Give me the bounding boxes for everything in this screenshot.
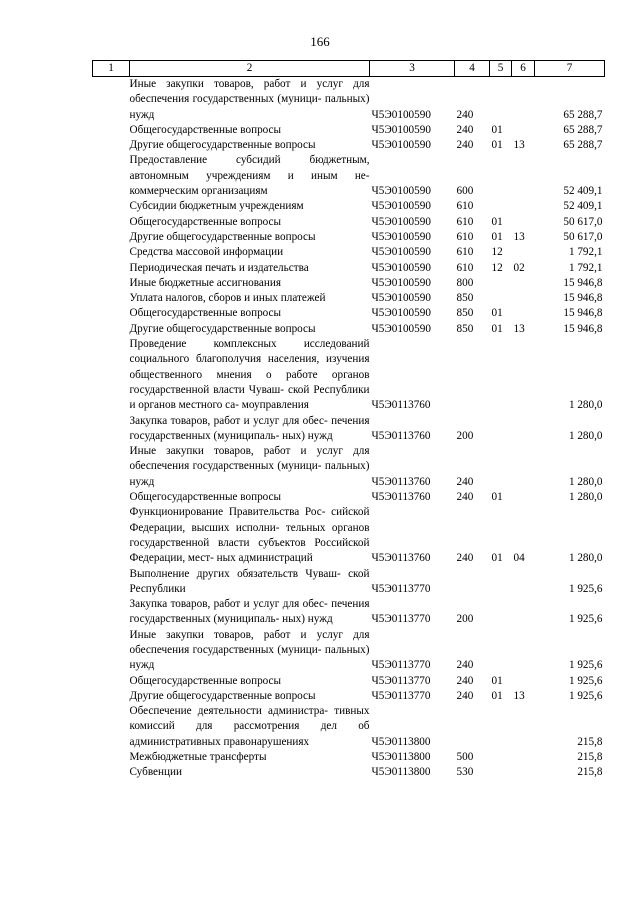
- row-sum: 15 946,8: [563, 276, 603, 289]
- table-row: [93, 138, 605, 153]
- table-row: [93, 245, 605, 260]
- table-row: [93, 306, 605, 321]
- row-code: Ч5Э0113770: [371, 582, 431, 595]
- first-cell: [93, 444, 130, 490]
- header-cell: 2: [130, 61, 370, 77]
- row-vr: 200: [456, 613, 474, 626]
- row-code: Ч5Э0113770: [371, 613, 431, 626]
- row-vr: 610: [456, 215, 474, 228]
- first-cell: [93, 765, 130, 780]
- row-sum: 52 409,1: [563, 200, 603, 213]
- first-cell: [93, 505, 130, 566]
- row-sum: 15 946,8: [563, 307, 603, 320]
- table-row: [93, 628, 605, 674]
- row-name: Уплата налогов, сборов и иных платежей: [129, 292, 326, 305]
- row-name: Выполнение других обязательств Чуваш- ской Республики: [129, 567, 370, 595]
- row-pr: 02: [513, 261, 525, 274]
- row-vr: 610: [456, 246, 474, 259]
- row-code: Ч5Э0100590: [371, 292, 431, 305]
- row-rz: [490, 199, 512, 214]
- row-name: Предоставление субсидий бюджетным, автономным учреждениям и иным не- коммерческим организациям: [129, 154, 370, 198]
- table-row: [93, 230, 605, 245]
- row-name: Общегосударственные вопросы: [129, 307, 282, 320]
- page-number: 166: [310, 34, 330, 49]
- budget-table: [92, 60, 605, 781]
- row-pr: 13: [513, 230, 525, 243]
- row-vr: 850: [456, 292, 474, 305]
- row-code: Ч5Э0113760: [371, 475, 431, 488]
- first-cell: [93, 215, 130, 230]
- table-row: [93, 597, 605, 628]
- row-sum: 65 288,7: [563, 139, 603, 152]
- row-sum: 1 280,0: [568, 399, 603, 412]
- row-rz: [490, 276, 512, 291]
- first-cell: [93, 261, 130, 276]
- row-vr: 610: [456, 261, 474, 274]
- row-code: Ч5Э0100590: [371, 307, 431, 320]
- row-pr: [512, 628, 535, 674]
- row-vr: 240: [456, 552, 474, 565]
- row-rz: [490, 597, 512, 628]
- row-vr: 240: [456, 123, 474, 136]
- row-rz: [490, 628, 512, 674]
- row-name: Периодическая печать и издательства: [129, 261, 309, 274]
- row-pr: [512, 199, 535, 214]
- table-row: [93, 414, 605, 445]
- table-row: [93, 674, 605, 689]
- first-cell: [93, 138, 130, 153]
- row-vr: 240: [456, 139, 474, 152]
- row-vr: [455, 704, 490, 750]
- row-name: Иные закупки товаров, работ и услуг для обеспечения государственных (муници- пальных) нужд: [129, 78, 370, 121]
- row-vr: 530: [456, 766, 474, 779]
- table-row: [93, 153, 605, 199]
- row-vr: 600: [456, 185, 474, 198]
- row-pr: [512, 123, 535, 138]
- row-pr: [512, 567, 535, 598]
- row-pr: 13: [513, 139, 525, 152]
- table-row: [93, 215, 605, 230]
- row-code: Ч5Э0100590: [371, 200, 431, 213]
- row-rz: 01: [491, 123, 503, 136]
- row-pr: [512, 597, 535, 628]
- table-row: [93, 276, 605, 291]
- row-code: Ч5Э0100590: [371, 123, 431, 136]
- first-cell: [93, 322, 130, 337]
- first-cell: [93, 245, 130, 260]
- first-cell: [93, 628, 130, 674]
- row-rz: [490, 444, 512, 490]
- row-pr: [512, 490, 535, 505]
- row-name: Другие общегосударственные вопросы: [129, 139, 316, 152]
- first-cell: [93, 414, 130, 445]
- row-code: Ч5Э0100590: [371, 185, 431, 198]
- table-row: [93, 291, 605, 306]
- row-name: Субсидии бюджетным учреждениям: [129, 200, 304, 213]
- row-sum: 1 792,1: [568, 246, 603, 259]
- row-name: Другие общегосударственные вопросы: [129, 322, 316, 335]
- row-pr: [512, 704, 535, 750]
- table-row: [93, 444, 605, 490]
- first-cell: [93, 291, 130, 306]
- first-cell: [93, 306, 130, 321]
- row-code: Ч5Э0113770: [371, 659, 431, 672]
- row-sum: 1 925,6: [568, 582, 603, 595]
- table-row: [93, 704, 605, 750]
- row-rz: 01: [491, 689, 503, 702]
- first-cell: [93, 750, 130, 765]
- row-vr: 800: [456, 276, 474, 289]
- row-pr: 13: [513, 689, 525, 702]
- header-cell: 7: [535, 61, 605, 77]
- row-code: Ч5Э0113760: [371, 552, 431, 565]
- row-pr: [512, 245, 535, 260]
- row-name: Межбюджетные трансферты: [129, 751, 267, 764]
- row-code: Ч5Э0113800: [371, 735, 431, 748]
- row-sum: 65 288,7: [563, 108, 603, 121]
- row-code: Ч5Э0100590: [371, 139, 431, 152]
- row-sum: 1 280,0: [568, 491, 603, 504]
- row-rz: 01: [491, 322, 503, 335]
- row-rz: [490, 153, 512, 199]
- first-cell: [93, 704, 130, 750]
- row-sum: 1 280,0: [568, 475, 603, 488]
- row-code: Ч5Э0113760: [371, 399, 431, 412]
- row-name: Общегосударственные вопросы: [129, 215, 282, 228]
- row-vr: 610: [456, 200, 474, 213]
- row-pr: [512, 276, 535, 291]
- first-cell: [93, 77, 130, 123]
- row-sum: 15 946,8: [563, 322, 603, 335]
- row-rz: 01: [491, 215, 503, 228]
- row-vr: 610: [456, 230, 474, 243]
- row-sum: 50 617,0: [563, 215, 603, 228]
- row-pr: [512, 337, 535, 413]
- row-name: Средства массовой информации: [129, 246, 284, 259]
- row-sum: 1 280,0: [568, 429, 603, 442]
- row-rz: [490, 567, 512, 598]
- row-sum: 215,8: [577, 766, 603, 779]
- row-vr: 240: [456, 108, 474, 121]
- table-row: [93, 322, 605, 337]
- table-row: [93, 765, 605, 780]
- row-rz: 12: [491, 261, 503, 274]
- row-name: Обеспечение деятельности администра- тивных комиссий для рассмотрения дел об административных правонарушениях: [129, 705, 370, 748]
- row-name: Другие общегосударственные вопросы: [129, 689, 316, 702]
- row-name: Общегосударственные вопросы: [129, 123, 282, 136]
- row-name: Иные закупки товаров, работ и услуг для обеспечения государственных (муници- пальных) нужд: [129, 628, 370, 672]
- row-code: Ч5Э0100590: [371, 108, 431, 121]
- row-name: Другие общегосударственные вопросы: [129, 230, 316, 243]
- row-vr: 200: [456, 429, 474, 442]
- row-code: Ч5Э0113800: [371, 751, 431, 764]
- row-name: Общегосударственные вопросы: [129, 491, 282, 504]
- row-rz: 01: [491, 674, 503, 687]
- row-rz: [490, 750, 512, 765]
- row-vr: 240: [456, 475, 474, 488]
- row-rz: [490, 704, 512, 750]
- row-pr: 04: [513, 552, 525, 565]
- row-code: Ч5Э0113770: [371, 674, 431, 687]
- first-cell: [93, 597, 130, 628]
- first-cell: [93, 276, 130, 291]
- row-pr: [512, 765, 535, 780]
- table-row: [93, 567, 605, 598]
- row-sum: 215,8: [577, 735, 603, 748]
- row-rz: 01: [491, 552, 503, 565]
- row-code: Ч5Э0100590: [371, 261, 431, 274]
- first-cell: [93, 230, 130, 245]
- header-cell: 3: [370, 61, 455, 77]
- first-cell: [93, 199, 130, 214]
- row-pr: [512, 674, 535, 689]
- row-rz: 01: [491, 307, 503, 320]
- row-rz: 01: [491, 491, 503, 504]
- row-vr: 500: [456, 751, 474, 764]
- row-code: Ч5Э0100590: [371, 230, 431, 243]
- row-rz: [490, 291, 512, 306]
- row-vr: 240: [456, 491, 474, 504]
- row-pr: [512, 77, 535, 123]
- row-rz: [490, 77, 512, 123]
- row-vr: 240: [456, 689, 474, 702]
- row-name: Закупка товаров, работ и услуг для обес- печения государственных (муниципаль- ных) нужд: [129, 598, 370, 626]
- row-rz: 01: [491, 139, 503, 152]
- row-pr: [512, 215, 535, 230]
- row-sum: 50 617,0: [563, 230, 603, 243]
- row-sum: 65 288,7: [563, 123, 603, 136]
- row-code: Ч5Э0113770: [371, 689, 431, 702]
- row-name: Функционирование Правительства Рос- сийской Федерации, высших исполни- тельных органов государственной власти субъектов Российской Федерации, мест- ных администраций: [129, 506, 370, 565]
- row-sum: 1 925,6: [568, 689, 603, 702]
- row-rz: [490, 765, 512, 780]
- first-cell: [93, 674, 130, 689]
- row-vr: [455, 337, 490, 413]
- table-row: [93, 123, 605, 138]
- row-sum: 1 925,6: [568, 659, 603, 672]
- row-name: Проведение комплексных исследований социального благополучия населения, изучения общественного мнения о работе органов государственной власти Чуваш- ской Республики и органов местного са- моуправления: [129, 338, 370, 412]
- row-vr: 240: [456, 674, 474, 687]
- first-cell: [93, 689, 130, 704]
- row-sum: 1 792,1: [568, 261, 603, 274]
- header-cell: 4: [455, 61, 490, 77]
- header-row: [93, 61, 605, 77]
- first-cell: [93, 490, 130, 505]
- first-cell: [93, 337, 130, 413]
- row-vr: 850: [456, 322, 474, 335]
- row-pr: [512, 306, 535, 321]
- table-row: [93, 505, 605, 566]
- row-name: Закупка товаров, работ и услуг для обес- печения государственных (муниципаль- ных) нужд: [129, 414, 370, 442]
- row-rz: 12: [491, 246, 503, 259]
- first-cell: [93, 123, 130, 138]
- row-sum: 1 925,6: [568, 674, 603, 687]
- table-row: [93, 750, 605, 765]
- row-sum: 15 946,8: [563, 292, 603, 305]
- table-row: [93, 77, 605, 123]
- row-sum: 1 925,6: [568, 613, 603, 626]
- row-name: Иные бюджетные ассигнования: [129, 276, 281, 289]
- row-pr: [512, 444, 535, 490]
- table-row: [93, 337, 605, 413]
- first-cell: [93, 153, 130, 199]
- row-code: Ч5Э0113760: [371, 429, 431, 442]
- first-cell: [93, 567, 130, 598]
- row-rz: [490, 414, 512, 445]
- row-code: Ч5Э0100590: [371, 276, 431, 289]
- row-vr: [455, 567, 490, 598]
- row-sum: 215,8: [577, 751, 603, 764]
- row-code: Ч5Э0100590: [371, 246, 431, 259]
- row-code: Ч5Э0113800: [371, 766, 431, 779]
- table-row: [93, 199, 605, 214]
- row-pr: [512, 414, 535, 445]
- row-pr: 13: [513, 322, 525, 335]
- row-rz: [490, 337, 512, 413]
- table-row: [93, 261, 605, 276]
- row-code: Ч5Э0100590: [371, 215, 431, 228]
- row-name: Общегосударственные вопросы: [129, 674, 282, 687]
- row-pr: [512, 153, 535, 199]
- row-code: Ч5Э0100590: [371, 322, 431, 335]
- row-name: Иные закупки товаров, работ и услуг для обеспечения государственных (муници- пальных) нужд: [129, 445, 370, 488]
- row-vr: 850: [456, 307, 474, 320]
- table-row: [93, 689, 605, 704]
- row-rz: 01: [491, 230, 503, 243]
- row-sum: 52 409,1: [563, 185, 603, 198]
- row-pr: [512, 750, 535, 765]
- row-vr: 240: [456, 659, 474, 672]
- header-cell: 1: [93, 61, 130, 77]
- header-cell: 6: [512, 61, 535, 77]
- row-sum: 1 280,0: [568, 552, 603, 565]
- header-cell: 5: [490, 61, 512, 77]
- row-name: Субвенции: [129, 766, 182, 779]
- row-code: Ч5Э0113760: [371, 491, 431, 504]
- row-pr: [512, 291, 535, 306]
- table-row: [93, 490, 605, 505]
